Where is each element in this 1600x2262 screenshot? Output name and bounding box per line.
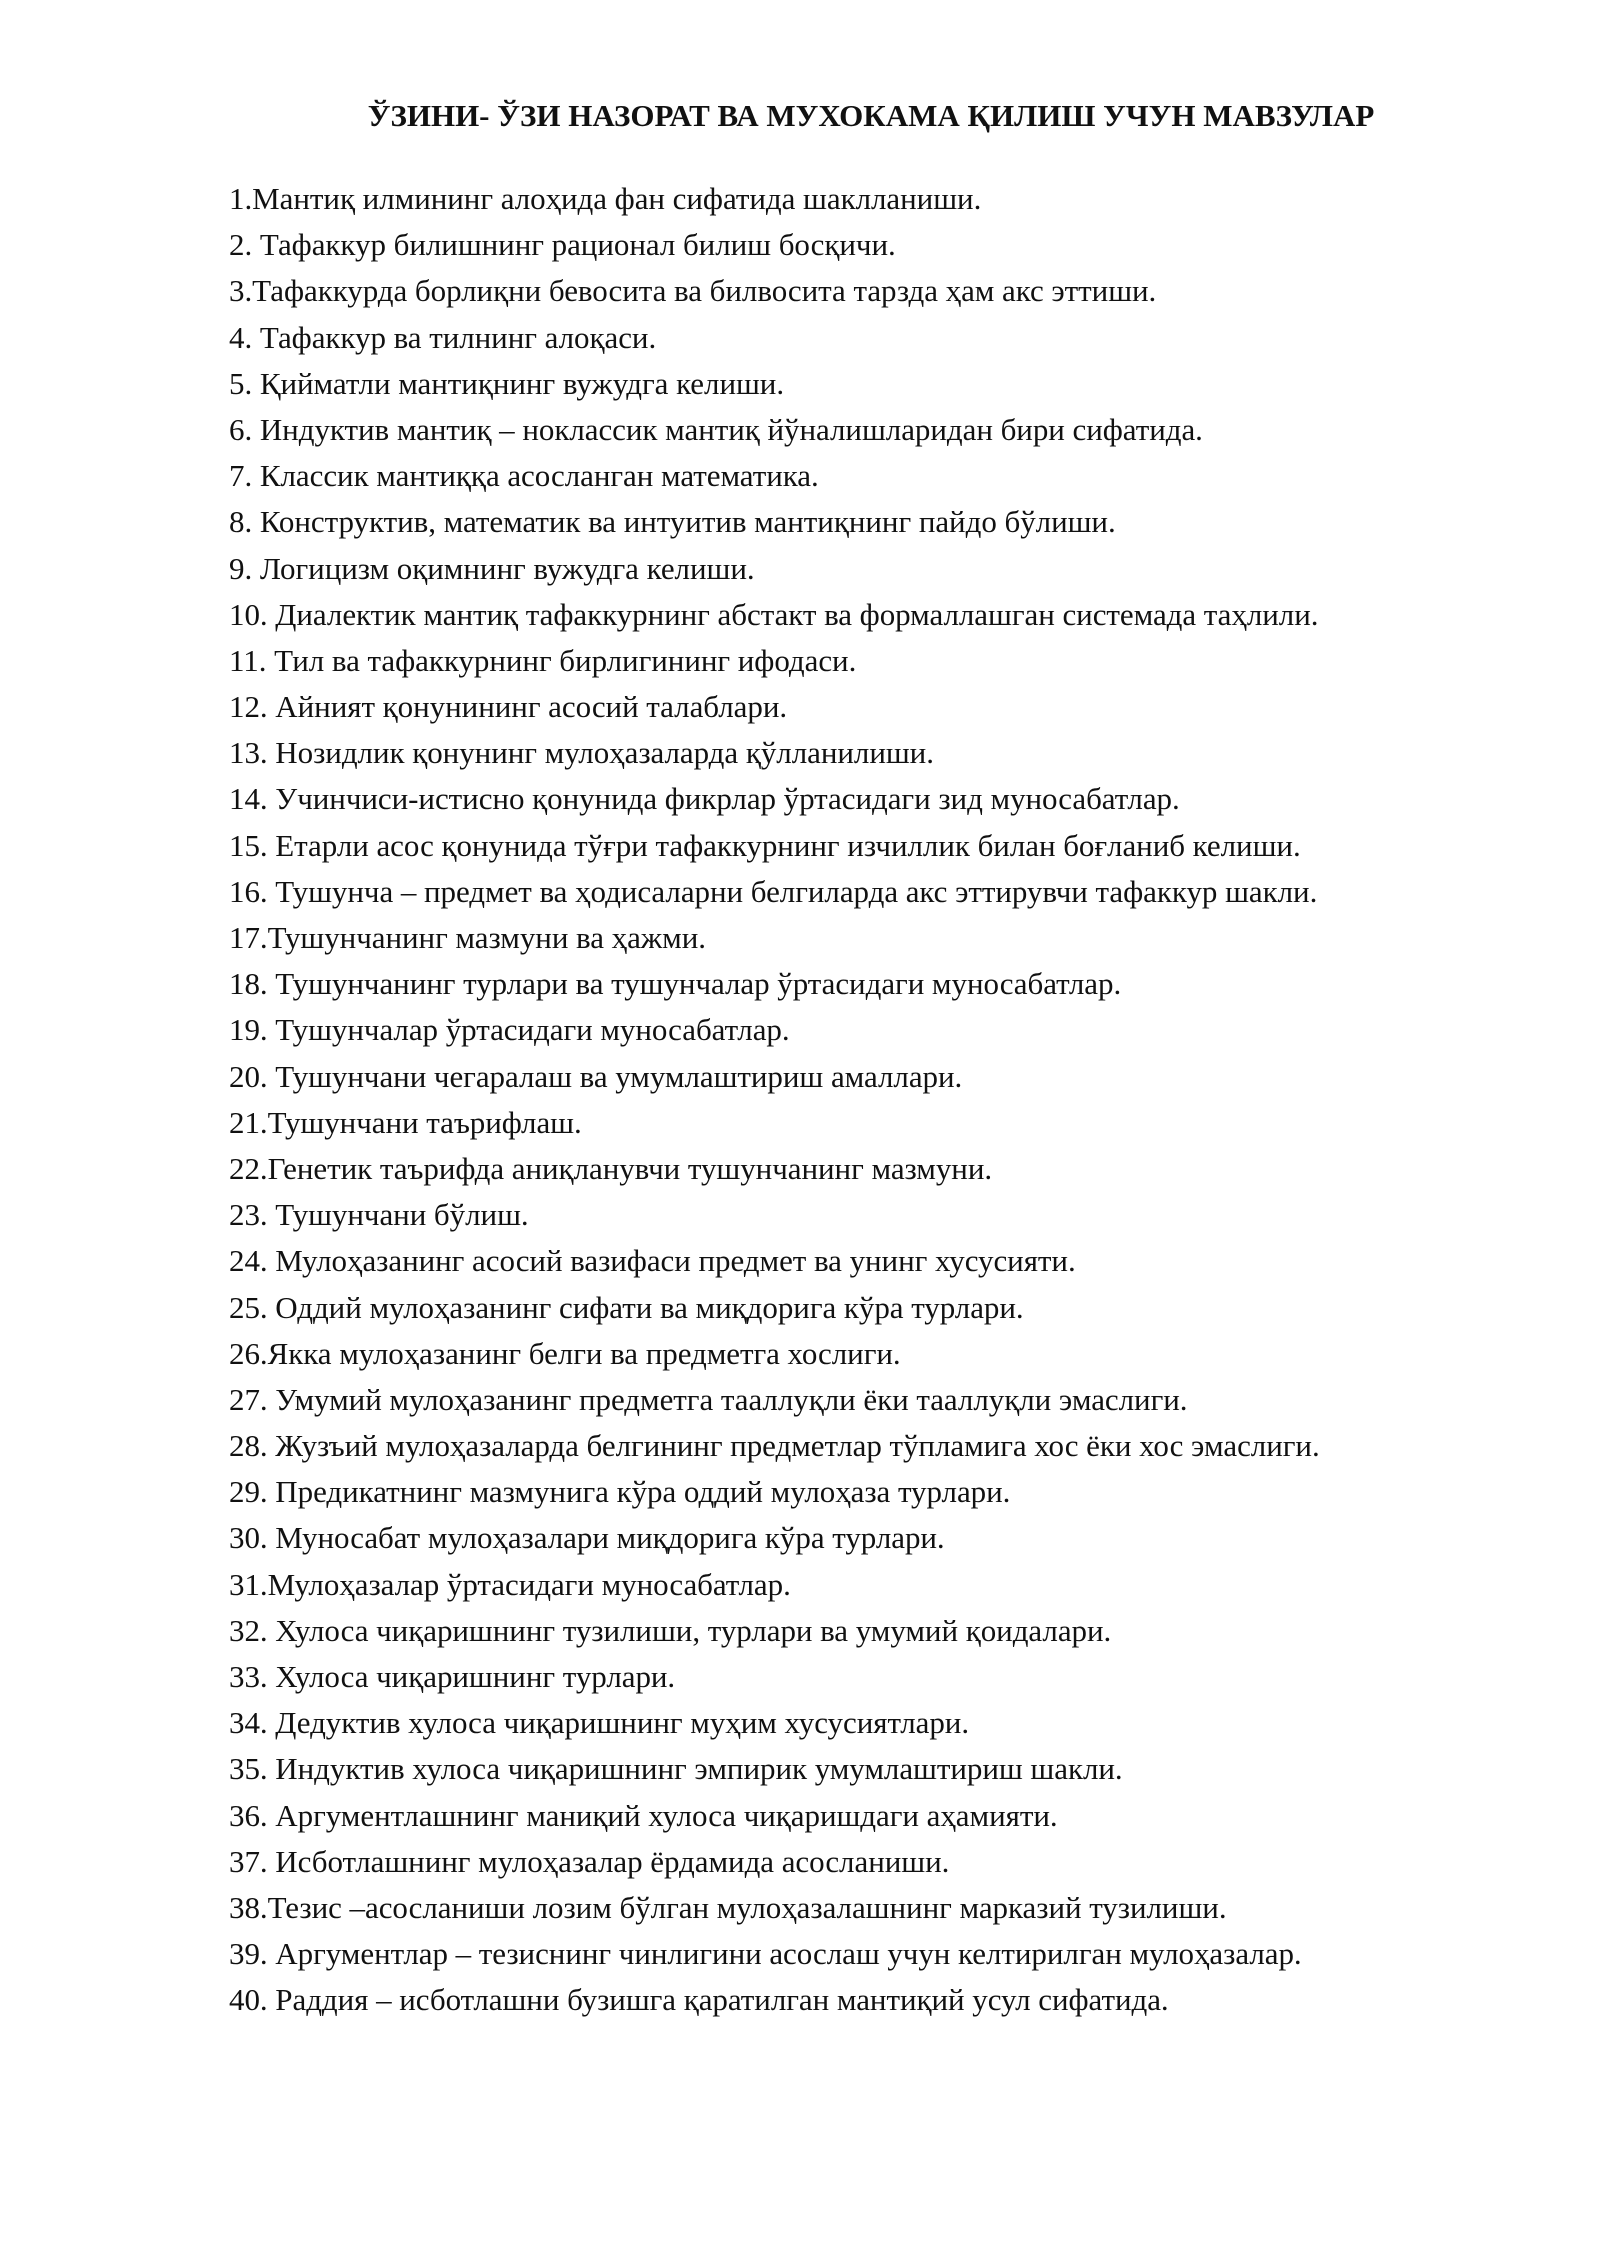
topic-item: 34. Дедуктив хулоса чиқаришнинг муҳим хусусиятлари. <box>229 1705 970 1741</box>
topic-item: 15. Етарли асос қонунида тўғри тафаккурнинг изчиллик билан боғланиб келиши. <box>229 827 1301 863</box>
topic-item: 38.Тезис –асосланиши лозим бўлган мулоҳазалашнинг марказий тузилиши. <box>229 1889 1227 1925</box>
topic-item: 10. Диалектик мантиқ тафаккурнинг абстакт ва формаллашган системада таҳлили. <box>229 596 1319 632</box>
topic-item: 22.Генетик таърифда аниқланувчи тушунчанинг мазмуни. <box>229 1150 993 1186</box>
topic-item: 36. Аргументлашнинг маниқий хулоса чиқаришдаги аҳамияти. <box>229 1797 1058 1833</box>
page-title: ЎЗИНИ- ЎЗИ НАЗОРАТ ВА МУХОКАМА ҚИЛИШ УЧУН МАВЗУЛАР <box>367 98 1375 133</box>
topic-item: 6. Индуктив мантиқ – ноклассик мантиқ йўналишларидан бири сифатида. <box>229 411 1203 447</box>
topic-item: 20. Тушунчани чегаралаш ва умумлаштириш амаллари. <box>229 1058 963 1094</box>
topic-item: 18. Тушунчанинг турлари ва тушунчалар ўртасидаги муносабатлар. <box>229 966 1122 1002</box>
topic-list <box>229 176 1320 2024</box>
topic-item: 5. Қийматли мантиқнинг вужудга келиши. <box>229 365 785 401</box>
topic-item: 13. Нозидлик қонунинг мулоҳазаларда қўлланилиши. <box>229 735 934 771</box>
topic-item: 29. Предикатнинг мазмунига кўра оддий мулоҳаза турлари. <box>229 1474 1011 1510</box>
topic-item: 7. Классик мантиққа асосланган математика. <box>229 458 819 494</box>
topic-item: 8. Конструктив, математик ва интуитив мантиқнинг пайдо бўлиши. <box>229 504 1116 540</box>
topic-item: 24. Мулоҳазанинг асосий вазифаси предмет ва унинг хусусияти. <box>229 1243 1076 1279</box>
topic-item: 27. Умумий мулоҳазанинг предметга тааллуқли ёки тааллуқли эмаслиги. <box>229 1381 1188 1417</box>
topic-item: 25. Оддий мулоҳазанинг сифати ва миқдорига кўра турлари. <box>229 1289 1024 1325</box>
topic-item: 9. Логицизм оқимнинг вужудга келиши. <box>229 550 755 586</box>
topic-item: 16. Тушунча – предмет ва ҳодисаларни белгиларда акс эттирувчи тафаккур шакли. <box>229 873 1318 909</box>
topic-item: 40. Раддия – исботлашни бузишга қаратилган мантиқий усул сифатида. <box>229 1982 1169 2018</box>
topic-item: 11. Тил ва тафаккурнинг бирлигининг ифодаси. <box>229 642 857 678</box>
topic-item: 32. Хулоса чиқаришнинг тузилиши, турлари ва умумий қоидалари. <box>229 1612 1112 1648</box>
topic-item: 39. Аргументлар – тезиснинг чинлигини асослаш учун келтирилган мулоҳазалар. <box>229 1936 1302 1972</box>
topic-item: 2. Тафаккур билишнинг рационал билиш босқичи. <box>229 227 896 263</box>
topic-item: 12. Айният қонунининг асосий талаблари. <box>229 689 788 725</box>
topic-item: 28. Жузъий мулоҳазаларда белгининг предметлар тўпламига хос ёки хос эмаслиги. <box>229 1428 1320 1464</box>
topic-item: 21.Тушунчани таърифлаш. <box>229 1104 582 1140</box>
topic-item: 3.Тафаккурда борлиқни бевосита ва билвосита тарзда ҳам акс эттиши. <box>229 273 1157 309</box>
topic-item: 37. Исботлашнинг мулоҳазалар ёрдамида асосланиши. <box>229 1843 950 1879</box>
topic-item: 26.Якка мулоҳазанинг белги ва предметга хослиги. <box>229 1335 901 1371</box>
topic-item: 14. Учинчиси-истисно қонунида фикрлар ўртасидаги зид муносабатлар. <box>229 781 1180 817</box>
topic-item: 23. Тушунчани бўлиш. <box>229 1197 529 1233</box>
topic-item: 31.Мулоҳазалар ўртасидаги муносабатлар. <box>229 1566 791 1602</box>
topic-item: 35. Индуктив хулоса чиқаришнинг эмпирик умумлаштириш шакли. <box>229 1751 1123 1787</box>
topic-item: 30. Муносабат мулоҳазалари миқдорига кўра турлари. <box>229 1520 945 1556</box>
topic-item: 1.Мантиқ илмининг алоҳида фан сифатида шаклланиши. <box>229 181 982 216</box>
topic-item: 19. Тушунчалар ўртасидаги муносабатлар. <box>229 1012 790 1048</box>
topic-item: 17.Тушунчанинг мазмуни ва ҳажми. <box>229 920 706 955</box>
topic-item: 33. Хулоса чиқаришнинг турлари. <box>229 1659 676 1694</box>
topic-item: 4. Тафаккур ва тилнинг алоқаси. <box>229 319 657 355</box>
